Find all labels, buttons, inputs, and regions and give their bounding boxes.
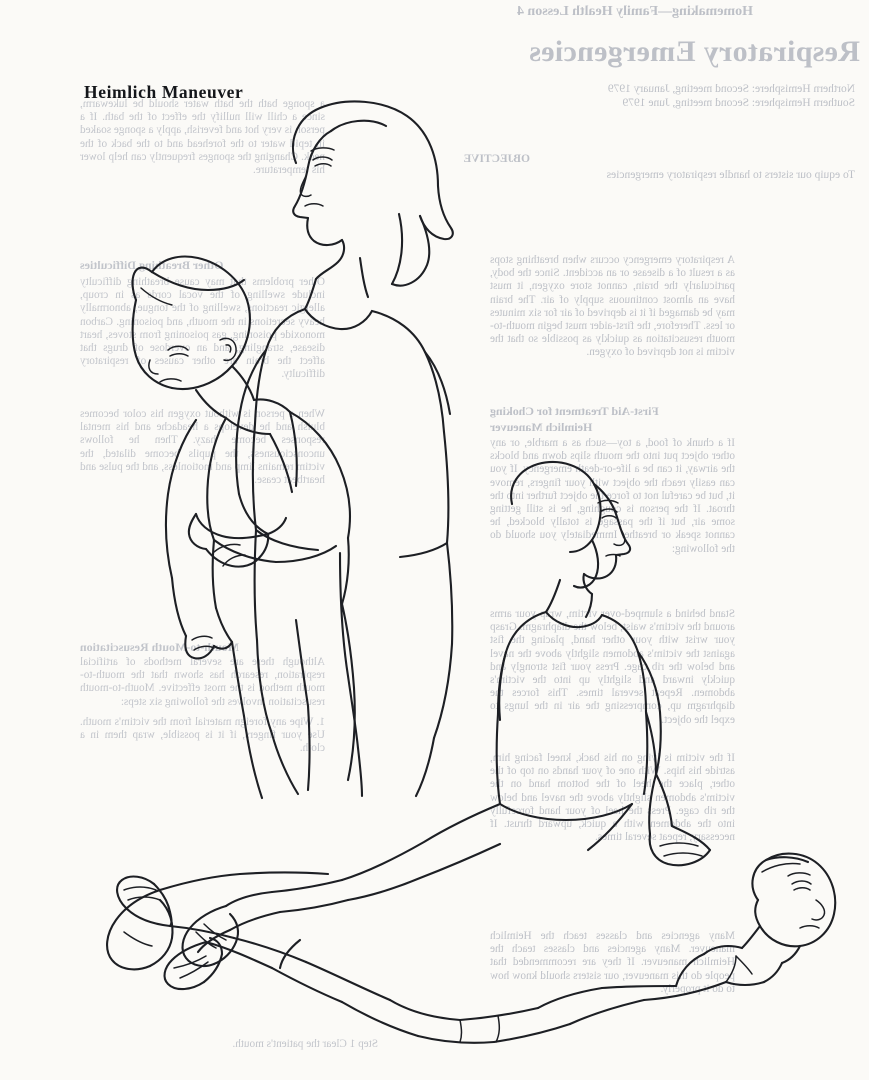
page-title: Heimlich Maneuver [84, 82, 244, 102]
bleed-article-title: Respiratory Emergencies [529, 35, 860, 68]
figure-kneeling-rescuer [107, 462, 710, 969]
bleed-meeting-line-1: Northern Hemisphere: Second meeting, January 1979 [607, 83, 855, 95]
bleed-left-fragment-8: Step 1 Clear the patient's mouth. [232, 1038, 378, 1050]
bleed-running-head: Homemaking—Family Health Lesson 4 [516, 4, 754, 19]
bleed-objective-label: OBJECTIVE [463, 153, 530, 165]
bleed-left-fragment-1: a sponge bath the bath water should be lukewarm, since a chill will nullify the effect of the bath. If a person is very hot and feverish, apply a sponge soaked in tepid water to the forehead and to the back of the neck. Changing the sponges frequently can help lower his temperature. [80, 98, 325, 177]
bleed-left-fragment-2: Other Breathing Difficulties [80, 258, 224, 272]
bleed-left-fragment-7: 1. Wipe any foreign material from the victim's mouth. Use your fingers, if it is possible, wrap them in a cloth. [80, 716, 325, 755]
figure-standing-rescuer [189, 101, 453, 796]
bleed-objective-text: To equip our sisters to handle respiratory emergencies [606, 169, 855, 181]
bleed-right-heading-2: Heimlich Maneuver [490, 420, 593, 434]
figure-slumped-victim [133, 257, 355, 798]
figure-supine-victim [117, 854, 835, 1043]
bleed-right-paragraph-1: A respiratory emergency occurs when breathing stops as a result of a disease or an accident. Since the body, particularly the brain, cannot store oxygen, it must have an almost continuous supply of air. The brain may be damaged if it is deprived of air for six minutes or less. Therefore, the first-aider must begin mouth-to-mouth resuscitation as quickly as possible so that the victim is not deprived of oxygen. [490, 254, 735, 359]
bleed-meeting-line-2: Southern Hemisphere: Second meeting, June 1979 [622, 97, 855, 109]
bleed-left-fragment-6: Although there are several methods of artificial respiration, research has shown that the mouth-to-mouth method is the most effective. Mouth-to-mouth resuscitation involves the following six steps: [80, 656, 325, 708]
bleed-right-heading-1: First-Aid Treatment for Choking [490, 404, 659, 418]
bleed-right-body-4: Many agencies and classes teach the Heimlich maneuver. Many agencies and classes teach the Heimlich maneuver. If they are recommended that people do this maneuver, our sisters should know how to do it properly. [490, 930, 735, 995]
bleed-right-body-2: Stand behind a slumped-over victim, wrap your arms around the victim's waist, below the diaphragm. Grasp your wrist with your other hand, placing the fist against the victim's abdomen slightly above the navel and below the rib cage. Press your fist strongly and quickly inward and slightly up into the victim's abdomen. Repeat several times. This forces the diaphragm up, compressing the air in the lungs to expel the object. [490, 608, 735, 726]
bleed-left-fragment-4: When a person is without oxygen his color becomes bluish and he develops a headache and his mental responses become hazy. Then he follows unconsciousness, the pupils become dilated, the victim remains limp and motionless, and the pulse and heartbeat cease. [80, 408, 325, 487]
bleed-left-fragment-3: Other problems that may cause breathing difficulty include swelling of the vocal cords as in croup, allergic reactions, swelling of the tongue, abnormally heavy secretions in the mouth, and poisoning. Carbon monoxide poisoning, gas poisoning from stoves, heart disease, strangling, and an overdose of drugs that affect the brain are other causes of respiratory difficulty. [80, 276, 325, 381]
bleed-left-fragment-5: Mouth-to-Mouth Resuscitation [80, 640, 239, 654]
bleed-right-body-3: If the victim is lying on his back, kneel facing him, astride his hips. With one of your hands on top of the other, place the heel of the bottom hand on the victim's abdomen slightly above the navel and below the rib cage. Press the heel of your hand forcefully into the abdomen with a quick, upward thrust. If necessary, repeat several times. [490, 752, 735, 844]
bleed-right-body-1: If a chunk of food, a toy—such as a marble, or any other object put into the mouth slips down and blocks the airway, it can be a life-or-death emergency. If you can easily reach the object with your fingers, remove it, but be careful not to force the object further into the throat. If the person is coughing, he is still getting some air, but if the passage is totally blocked, he cannot speak or breathe. Immediately you should do the following: [490, 437, 735, 555]
